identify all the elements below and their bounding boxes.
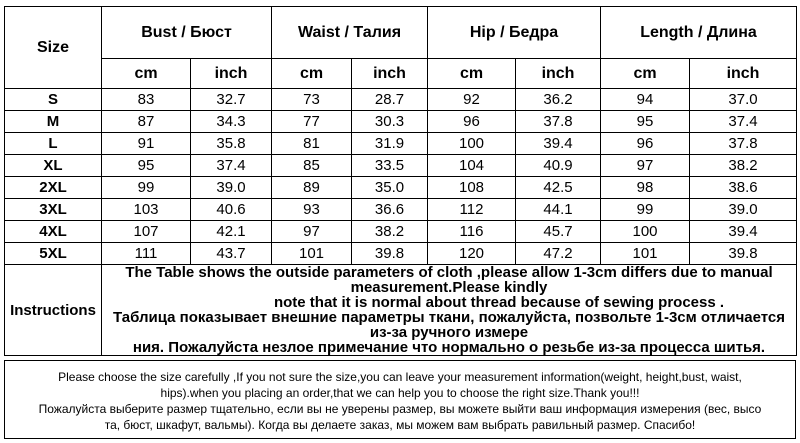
bust-in-cell: 32.7 xyxy=(191,89,272,111)
bust-cm-cell: 95 xyxy=(102,155,191,177)
table-row xyxy=(5,111,797,133)
waist-in-cell: 33.5 xyxy=(352,155,428,177)
length-inch-header: inch xyxy=(690,59,797,89)
waist-cm-cell: 101 xyxy=(272,243,352,265)
notice-en-line1: Please choose the size carefully ,If you not sure the size,you can leave your measurement information(weight, height,bust, waist, xyxy=(58,370,742,384)
bust-in-cell: 40.6 xyxy=(191,199,272,221)
waist-cm-cell: 85 xyxy=(272,155,352,177)
hip-cm-cell: 116 xyxy=(428,221,516,243)
waist-cm-cell: 81 xyxy=(272,133,352,155)
length-in-cell: 39.8 xyxy=(690,243,797,265)
bust-cm-cell: 87 xyxy=(102,111,191,133)
instructions-ru-line1: Таблица показывает внешние параметры ткани, пожалуйста, позвольте 1-3см отличается из-за ручного измере xyxy=(112,309,786,341)
instructions-en-line2: note that it is normal about thread because of sewing process . xyxy=(273,294,725,311)
waist-inch-header: inch xyxy=(352,59,428,89)
bust-cm-cell: 103 xyxy=(102,199,191,221)
size-notice xyxy=(4,360,796,439)
hip-in-cell: 47.2 xyxy=(516,243,601,265)
bust-cm-cell: 111 xyxy=(102,243,191,265)
hip-cm-cell: 108 xyxy=(428,177,516,199)
waist-in-cell: 30.3 xyxy=(352,111,428,133)
length-cm-cell: 98 xyxy=(601,177,690,199)
instructions-row xyxy=(5,265,797,356)
size-cell: 3XL xyxy=(5,199,102,221)
waist-header: Waist / Талия xyxy=(272,7,428,59)
waist-in-cell: 38.2 xyxy=(352,221,428,243)
size-chart xyxy=(4,6,796,356)
hip-in-cell: 36.2 xyxy=(516,89,601,111)
waist-in-cell: 36.6 xyxy=(352,199,428,221)
table-row xyxy=(5,155,797,177)
instructions-ru-line2: ния. Пожалуйста незлое примечание что нормально о резьбе из-за процесса шитья. xyxy=(132,339,766,356)
size-cell: XL xyxy=(5,155,102,177)
length-in-cell: 38.2 xyxy=(690,155,797,177)
hip-header: Hip / Бедра xyxy=(428,7,601,59)
bust-inch-header: inch xyxy=(191,59,272,89)
hip-cm-cell: 112 xyxy=(428,199,516,221)
table-row xyxy=(5,89,797,111)
instructions-label: Instructions xyxy=(5,265,102,356)
table-row xyxy=(5,177,797,199)
hip-in-cell: 39.4 xyxy=(516,133,601,155)
table-row xyxy=(5,133,797,155)
bust-in-cell: 39.0 xyxy=(191,177,272,199)
bust-in-cell: 42.1 xyxy=(191,221,272,243)
length-cm-cell: 99 xyxy=(601,199,690,221)
hip-in-cell: 40.9 xyxy=(516,155,601,177)
table-row xyxy=(5,243,797,265)
waist-in-cell: 39.8 xyxy=(352,243,428,265)
instructions-text xyxy=(102,265,797,356)
length-cm-header: cm xyxy=(601,59,690,89)
waist-cm-cell: 97 xyxy=(272,221,352,243)
length-cm-cell: 100 xyxy=(601,221,690,243)
hip-inch-header: inch xyxy=(516,59,601,89)
hip-in-cell: 37.8 xyxy=(516,111,601,133)
size-table xyxy=(4,6,797,356)
waist-cm-cell: 77 xyxy=(272,111,352,133)
size-cell: S xyxy=(5,89,102,111)
bust-cm-cell: 99 xyxy=(102,177,191,199)
bust-cm-cell: 107 xyxy=(102,221,191,243)
size-header: Size xyxy=(5,7,102,89)
notice-ru-line2: та, бюст, шкафут, вальмы). Когда вы делаете заказ, мы можем вам выбрать равильный размер. Спасибо! xyxy=(104,418,696,432)
size-cell: 5XL xyxy=(5,243,102,265)
bust-in-cell: 34.3 xyxy=(191,111,272,133)
hip-cm-cell: 96 xyxy=(428,111,516,133)
length-in-cell: 37.0 xyxy=(690,89,797,111)
length-cm-cell: 97 xyxy=(601,155,690,177)
hip-cm-cell: 100 xyxy=(428,133,516,155)
hip-in-cell: 45.7 xyxy=(516,221,601,243)
length-cm-cell: 94 xyxy=(601,89,690,111)
length-cm-cell: 96 xyxy=(601,133,690,155)
length-in-cell: 37.8 xyxy=(690,133,797,155)
unit-row xyxy=(5,59,797,89)
waist-cm-cell: 89 xyxy=(272,177,352,199)
waist-in-cell: 35.0 xyxy=(352,177,428,199)
bust-cm-cell: 83 xyxy=(102,89,191,111)
length-in-cell: 37.4 xyxy=(690,111,797,133)
hip-cm-header: cm xyxy=(428,59,516,89)
length-cm-cell: 101 xyxy=(601,243,690,265)
size-cell: 4XL xyxy=(5,221,102,243)
bust-in-cell: 37.4 xyxy=(191,155,272,177)
table-row xyxy=(5,199,797,221)
waist-cm-cell: 73 xyxy=(272,89,352,111)
bust-in-cell: 43.7 xyxy=(191,243,272,265)
waist-in-cell: 31.9 xyxy=(352,133,428,155)
waist-cm-header: cm xyxy=(272,59,352,89)
hip-cm-cell: 120 xyxy=(428,243,516,265)
instructions-en-line1: The Table shows the outside parameters of cloth ,please allow 1-3cm differs due to manual measurement.Please kindly xyxy=(125,264,773,296)
size-cell: M xyxy=(5,111,102,133)
hip-cm-cell: 92 xyxy=(428,89,516,111)
waist-cm-cell: 93 xyxy=(272,199,352,221)
notice-en-line2: hips).when you placing an order,that we can help you to choose the right size.Thank you!!! xyxy=(160,386,640,400)
hip-in-cell: 44.1 xyxy=(516,199,601,221)
length-in-cell: 39.4 xyxy=(690,221,797,243)
notice-ru-line1: Пожалуйста выберите размер тщательно, если вы не уверены размер, вы можете выйти ваш информация измерения (вес, высо xyxy=(38,402,762,416)
bust-header: Bust / Бюст xyxy=(102,7,272,59)
length-header: Length / Длина xyxy=(601,7,797,59)
bust-cm-header: cm xyxy=(102,59,191,89)
waist-in-cell: 28.7 xyxy=(352,89,428,111)
hip-in-cell: 42.5 xyxy=(516,177,601,199)
table-row xyxy=(5,221,797,243)
size-cell: L xyxy=(5,133,102,155)
bust-in-cell: 35.8 xyxy=(191,133,272,155)
size-cell: 2XL xyxy=(5,177,102,199)
length-in-cell: 38.6 xyxy=(690,177,797,199)
header-row xyxy=(5,7,797,59)
length-cm-cell: 95 xyxy=(601,111,690,133)
hip-cm-cell: 104 xyxy=(428,155,516,177)
bust-cm-cell: 91 xyxy=(102,133,191,155)
length-in-cell: 39.0 xyxy=(690,199,797,221)
